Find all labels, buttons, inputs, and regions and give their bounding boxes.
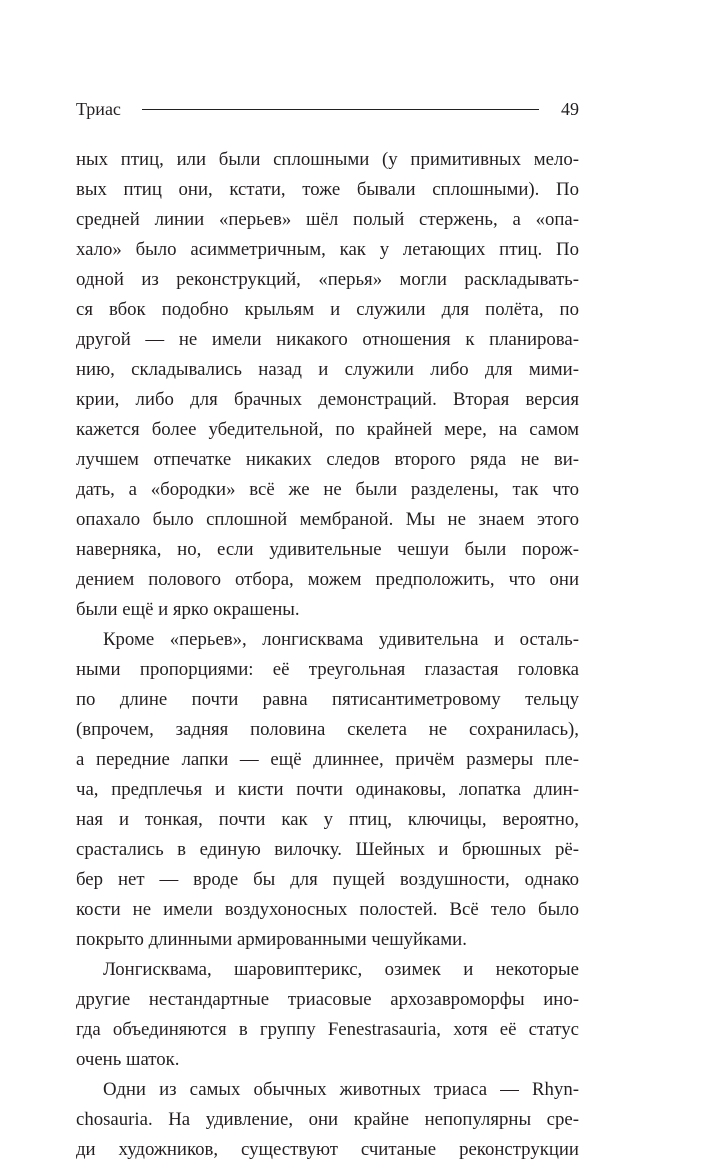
text-line: по длине почти равна пятисантиметровому тельцу bbox=[76, 689, 579, 710]
text-line: ча, предплечья и кисти почти одинаковы, лопатка длин- bbox=[76, 779, 579, 800]
text-line: Кроме «перьев», лонгисквама удивительна и осталь- bbox=[103, 629, 579, 650]
text-line: покрыто длинными армированными чешуйками. bbox=[76, 929, 467, 950]
text-line: были ещё и ярко окрашены. bbox=[76, 599, 300, 620]
text-line: вых птиц они, кстати, тоже бывали сплошными). По bbox=[76, 179, 579, 200]
text-line: наверняка, но, если удивительные чешуи были порож- bbox=[76, 539, 579, 560]
text-line: дать, а «бородки» всё же не были разделены, так что bbox=[76, 479, 579, 500]
text-line: дением полового отбора, можем предположить, что они bbox=[76, 569, 579, 590]
text-line: опахало было сплошной мембраной. Мы не знаем этого bbox=[76, 509, 579, 530]
text-line: средней линии «перьев» шёл полый стержень, а «опа- bbox=[76, 209, 579, 230]
header-rule bbox=[142, 109, 539, 110]
text-line: очень шаток. bbox=[76, 1049, 180, 1070]
text-line: ными пропорциями: её треугольная глазастая головка bbox=[76, 659, 579, 680]
text-line: Лонгисквама, шаровиптерикс, озимек и некоторые bbox=[103, 959, 579, 980]
text-line: (впрочем, задняя половина скелета не сохранилась), bbox=[76, 719, 579, 740]
text-line: ся вбок подобно крыльям и служили для полёта, по bbox=[76, 299, 579, 320]
text-line: другой — не имели никакого отношения к планирова- bbox=[76, 329, 579, 350]
text-line: кажется более убедительной, по крайней мере, на самом bbox=[76, 419, 579, 440]
text-line: бер нет — вроде бы для пущей воздушности, однако bbox=[76, 869, 579, 890]
section-title: Триас bbox=[76, 99, 121, 119]
text-line: ди художников, существуют считаные реконструкции bbox=[76, 1139, 579, 1160]
text-line: Одни из самых обычных животных триаса — Rhyn- bbox=[103, 1079, 579, 1100]
text-line: нию, складывались назад и служили либо для мими- bbox=[76, 359, 579, 380]
text-line: срастались в единую вилочку. Шейных и брюшных рё- bbox=[76, 839, 579, 860]
text-line: ная и тонкая, почти как у птиц, ключицы, вероятно, bbox=[76, 809, 579, 830]
text-line: chosauria. На удивление, они крайне непопулярны сре- bbox=[76, 1109, 579, 1130]
text-line: другие нестандартные триасовые архозавроморфы ино- bbox=[76, 989, 579, 1010]
text-line: а передние лапки — ещё длиннее, причём размеры пле- bbox=[76, 749, 579, 770]
text-line: лучшем отпечатке никаких следов второго ряда не ви- bbox=[76, 449, 579, 470]
text-line: ных птиц, или были сплошными (у примитивных мело- bbox=[76, 149, 579, 170]
body-text bbox=[76, 145, 579, 1165]
text-line: кости не имели воздухоносных полостей. Всё тело было bbox=[76, 899, 579, 920]
text-line: одной из реконструкций, «перья» могли раскладывать- bbox=[76, 269, 579, 290]
running-header bbox=[76, 96, 579, 122]
text-line: хало» было асимметричным, как у летающих птиц. По bbox=[76, 239, 579, 260]
text-line: крии, либо для брачных демонстраций. Вторая версия bbox=[76, 389, 579, 410]
page-number: 49 bbox=[561, 99, 579, 119]
text-line: гда объединяются в группу Fenestrasauria, хотя её статус bbox=[76, 1019, 579, 1040]
